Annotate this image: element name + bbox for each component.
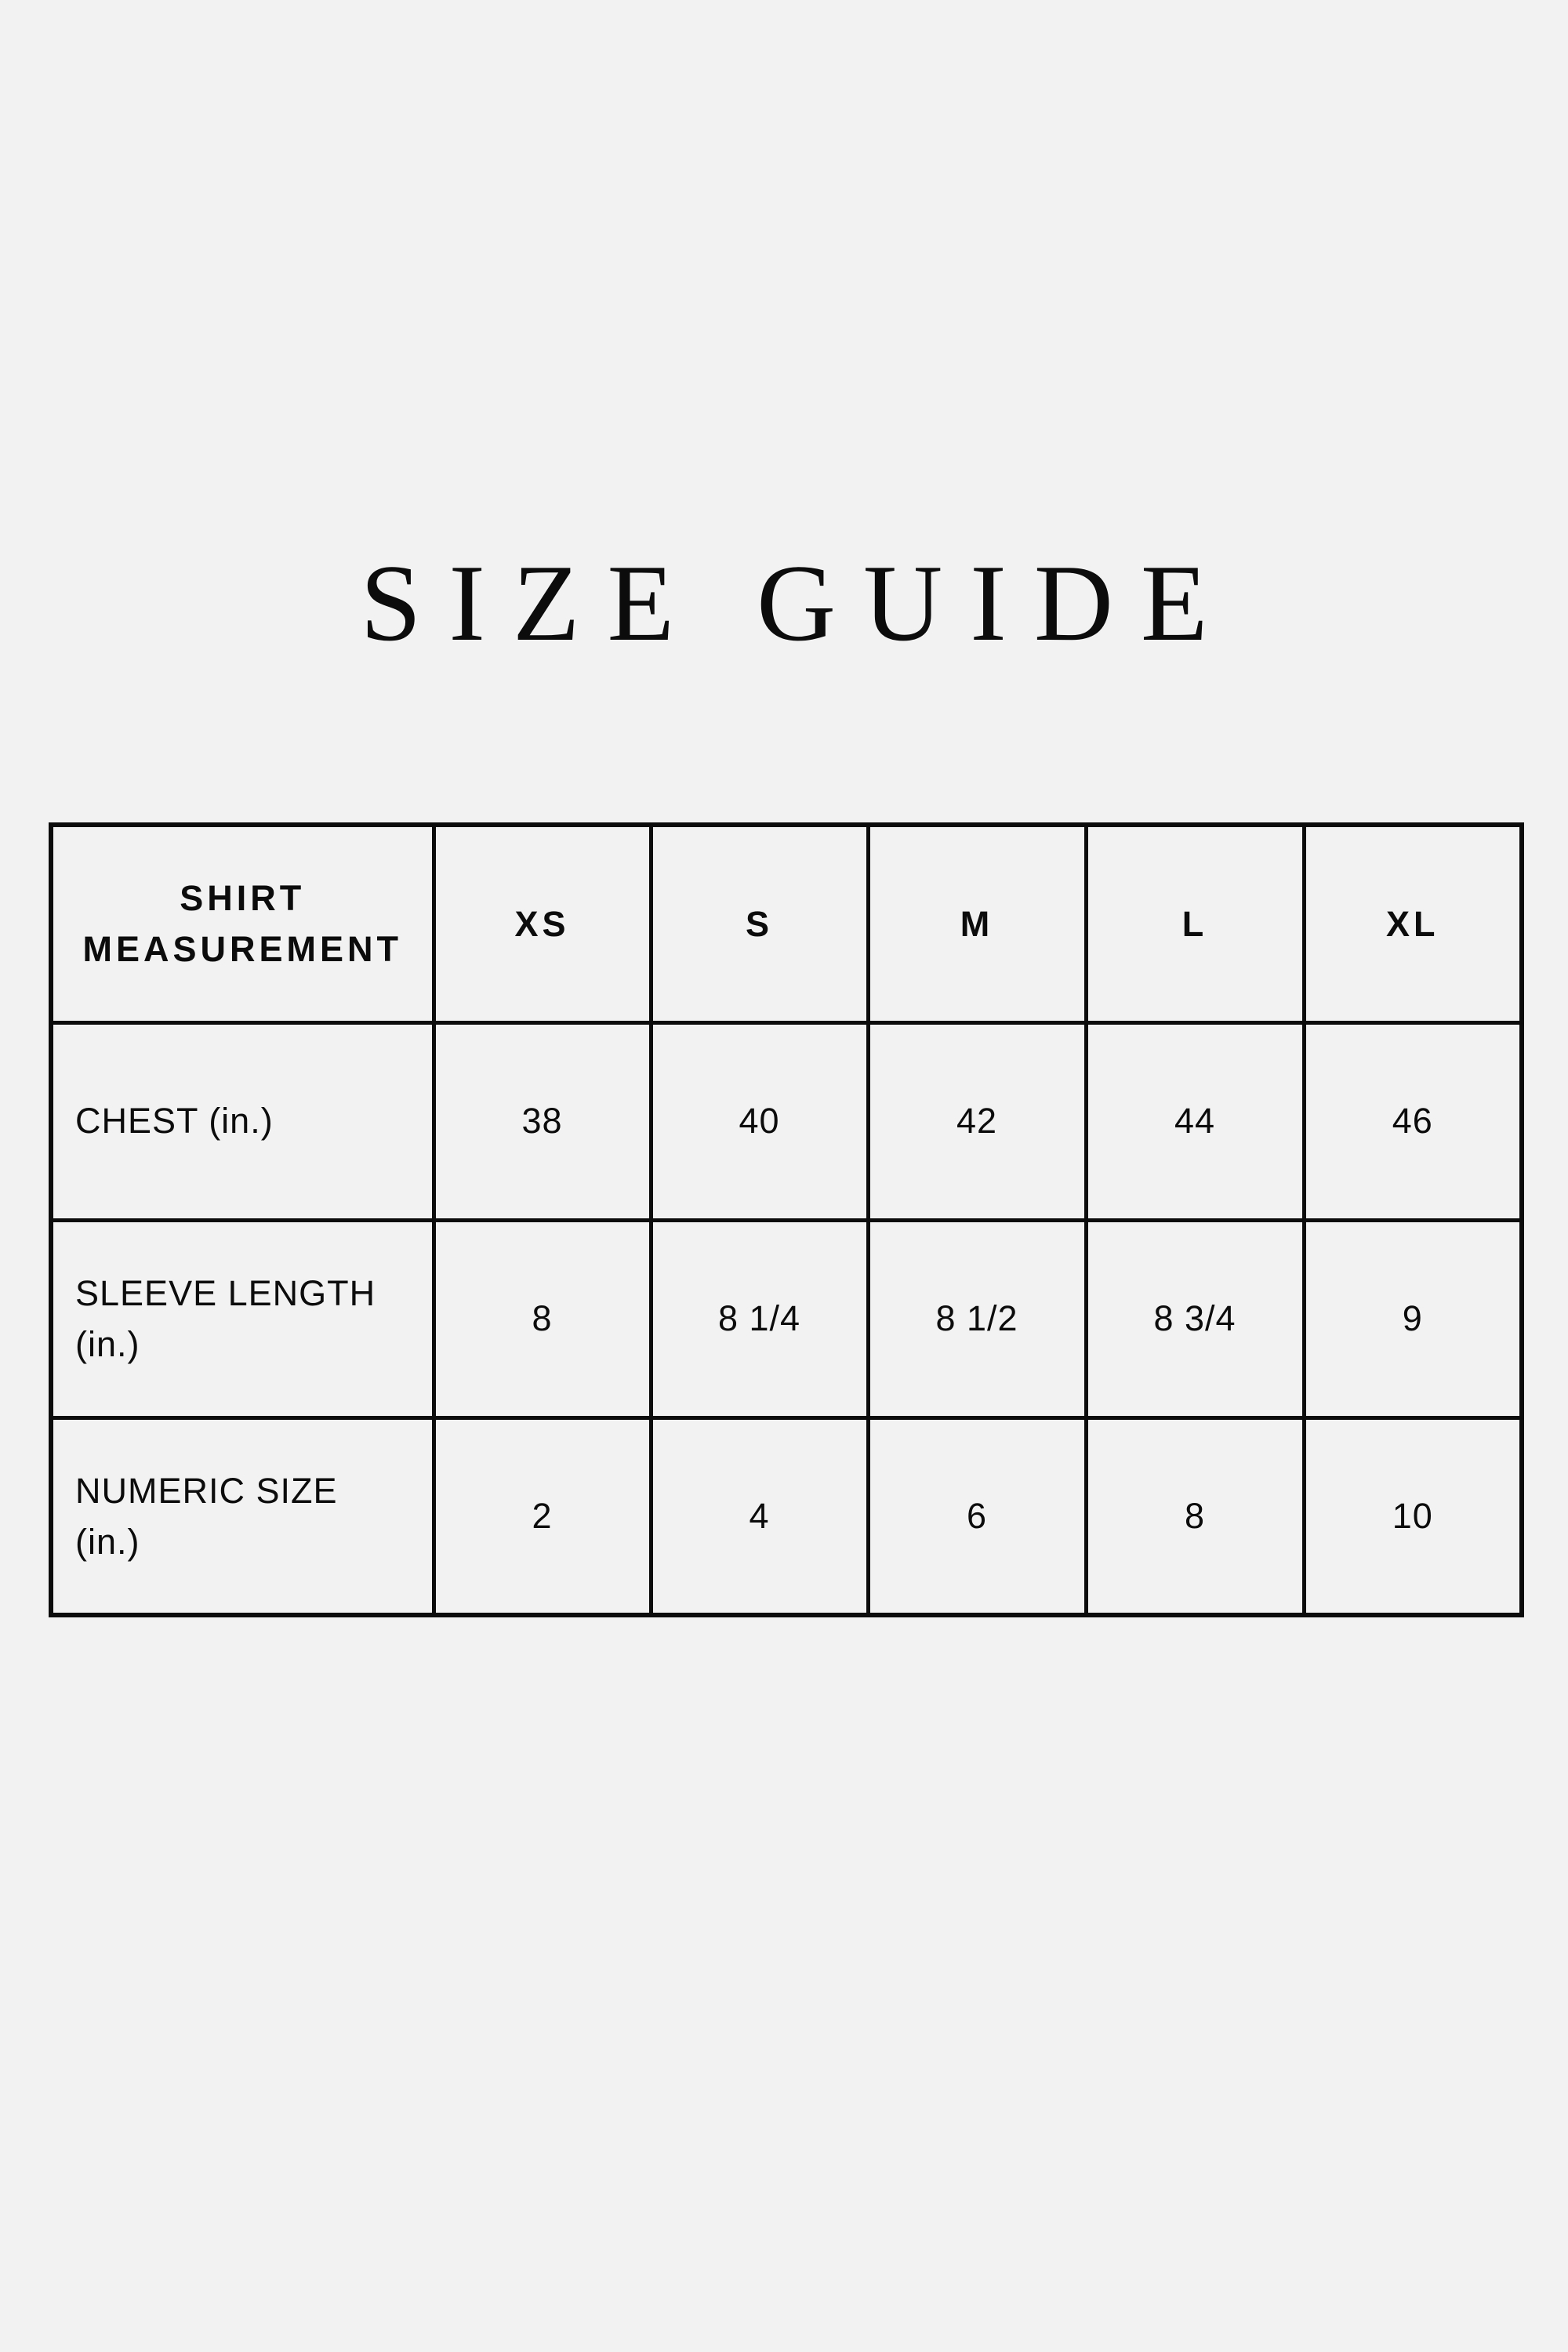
header-size-m: M [868, 825, 1086, 1022]
row-label-sleeve-length: SLEEVE LENGTH (in.) [51, 1220, 434, 1417]
cell-chest-xl: 46 [1304, 1022, 1522, 1220]
header-shirt-measurement: SHIRT MEASUREMENT [51, 825, 434, 1022]
row-label-chest: CHEST (in.) [51, 1022, 434, 1220]
page-title: SIZE GUIDE [360, 543, 1236, 664]
cell-numeric-s: 4 [651, 1417, 868, 1615]
table-row-chest [51, 1022, 1522, 1220]
header-size-l: L [1086, 825, 1304, 1022]
cell-sleeve-s: 8 1/4 [651, 1220, 868, 1417]
cell-sleeve-l: 8 3/4 [1086, 1220, 1304, 1417]
cell-sleeve-m: 8 1/2 [868, 1220, 1086, 1417]
table-row-sleeve-length [51, 1220, 1522, 1417]
row-label-numeric-size: NUMERIC SIZE (in.) [51, 1417, 434, 1615]
cell-numeric-m: 6 [868, 1417, 1086, 1615]
header-size-xl: XL [1304, 825, 1522, 1022]
cell-sleeve-xl: 9 [1304, 1220, 1522, 1417]
cell-sleeve-xs: 8 [434, 1220, 651, 1417]
size-guide-table [49, 822, 1524, 1617]
cell-numeric-xs: 2 [434, 1417, 651, 1615]
cell-numeric-l: 8 [1086, 1417, 1304, 1615]
cell-numeric-xl: 10 [1304, 1417, 1522, 1615]
cell-chest-xs: 38 [434, 1022, 651, 1220]
header-size-s: S [651, 825, 868, 1022]
cell-chest-m: 42 [868, 1022, 1086, 1220]
table-header-row [51, 825, 1522, 1022]
cell-chest-l: 44 [1086, 1022, 1304, 1220]
table-row-numeric-size [51, 1417, 1522, 1615]
header-size-xs: XS [434, 825, 651, 1022]
cell-chest-s: 40 [651, 1022, 868, 1220]
